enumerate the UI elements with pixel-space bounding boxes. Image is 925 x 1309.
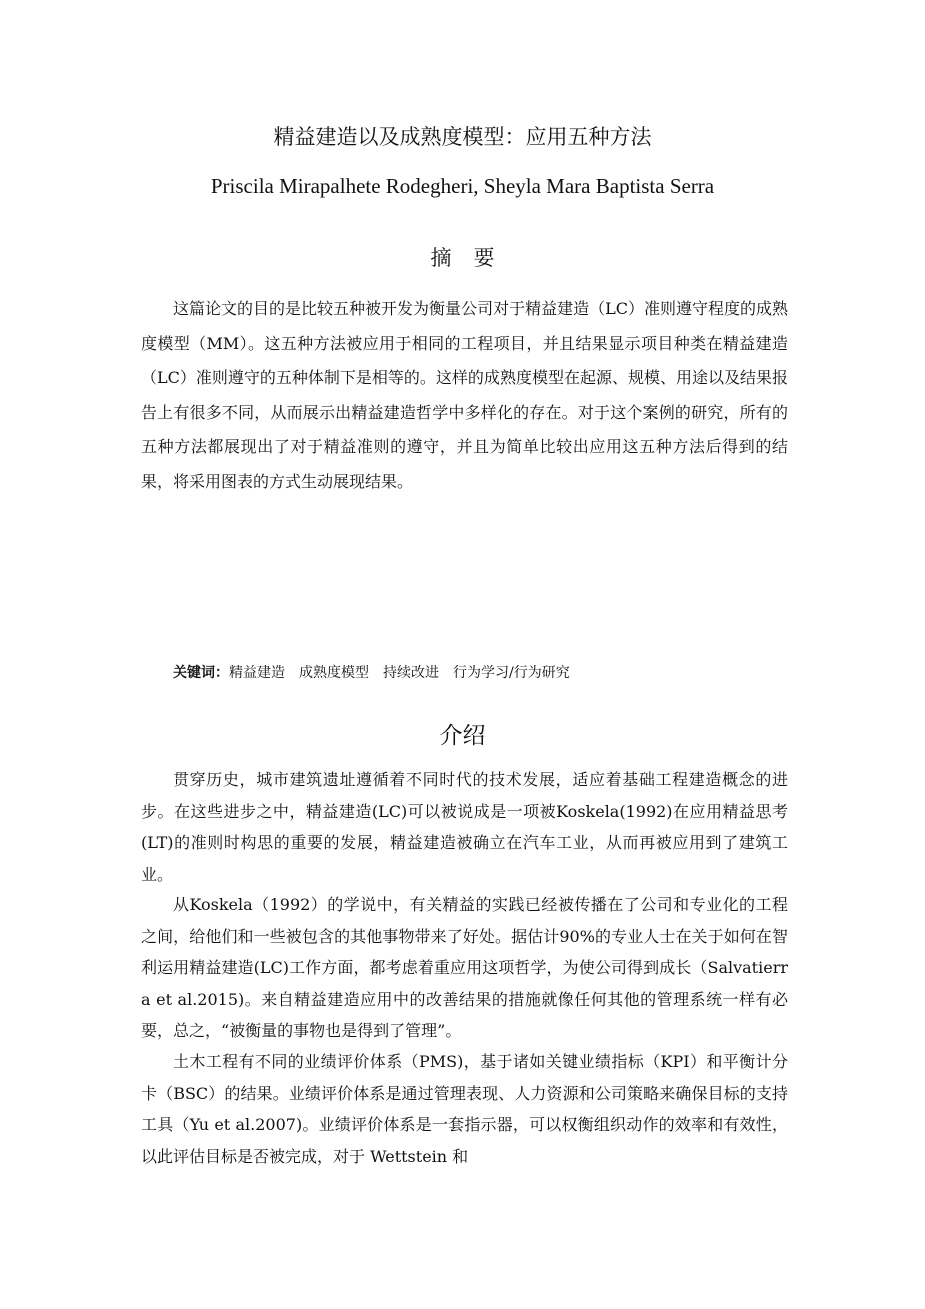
keyword-item: 持续改进 bbox=[383, 665, 439, 681]
introduction-paragraph: 从Koskela（1992）的学说中，有关精益的实践已经被传播在了公司和专业化的工程之间，给他们和一些被包含的其他事物带来了好处。据估计90%的专业人士在关于如何在智利运用精益建造(LC)工作方面，都考虑着重应用这项哲学，为使公司得到成长（Salvatierra et al.2015)。来自精益建造应用中的改善结果的措施就像任何其他的管理系统一样有必要，总之，“被衡量的事物也是得到了管理”。 bbox=[141, 895, 788, 1041]
abstract-text: 这篇论文的目的是比较五种被开发为衡量公司对于精益建造（LC）准则遵守程度的成熟度模型（MM）。这五种方法被应用于相同的工程项目，并且结果显示项目种类在精益建造（LC）准则遵守的五种体制下是相等的。这样的成熟度模型在起源、规模、用途以及结果报告上有很多不同，从而展示出精益建造哲学中多样化的存在。对于这个案例的研究，所有的五种方法都展现出了对于精益准则的遵守，并且为简单比较出应用这五种方法后得到的结果，将采用图表的方式生动展现结果。 bbox=[141, 299, 788, 491]
keyword-item: 成熟度模型 bbox=[299, 665, 369, 681]
keyword-item: 行为学习/行为研究 bbox=[453, 665, 570, 681]
paper-authors: Priscila Mirapalhete Rodegheri, Sheyla Mara Baptista Serra bbox=[210, 174, 715, 198]
introduction-paragraph: 贯穿历史，城市建筑遗址遵循着不同时代的技术发展，适应着基础工程建造概念的进步。在这些进步之中，精益建造(LC)可以被说成是一项被Koskela(1992)在应用精益思考(LT)的准则时构思的重要的发展，精益建造被确立在汽车工业，从而再被应用到了建筑工业。 bbox=[141, 770, 788, 884]
introduction-paragraph: 土木工程有不同的业绩评价体系（PMS)，基于诸如关键业绩指标（KPI）和平衡计分卡（BSC）的结果。业绩评价体系是通过管理表现、人力资源和公司策略来确保目标的支持工具（Yu et al.2007)。业绩评价体系是一套指示器，可以权衡组织动作的效率和有效性，以此评估目标是否被完成，对于 Wettstein 和 bbox=[141, 1052, 788, 1166]
paper-title: 精益建造以及成熟度模型：应用五种方法 bbox=[273, 125, 652, 149]
keywords-label: 关键词： bbox=[173, 665, 229, 681]
abstract-heading: 摘要 bbox=[430, 246, 517, 270]
keyword-item: 精益建造 bbox=[229, 665, 285, 681]
keywords-line bbox=[173, 660, 584, 686]
introduction-heading: 介绍 bbox=[439, 723, 486, 749]
